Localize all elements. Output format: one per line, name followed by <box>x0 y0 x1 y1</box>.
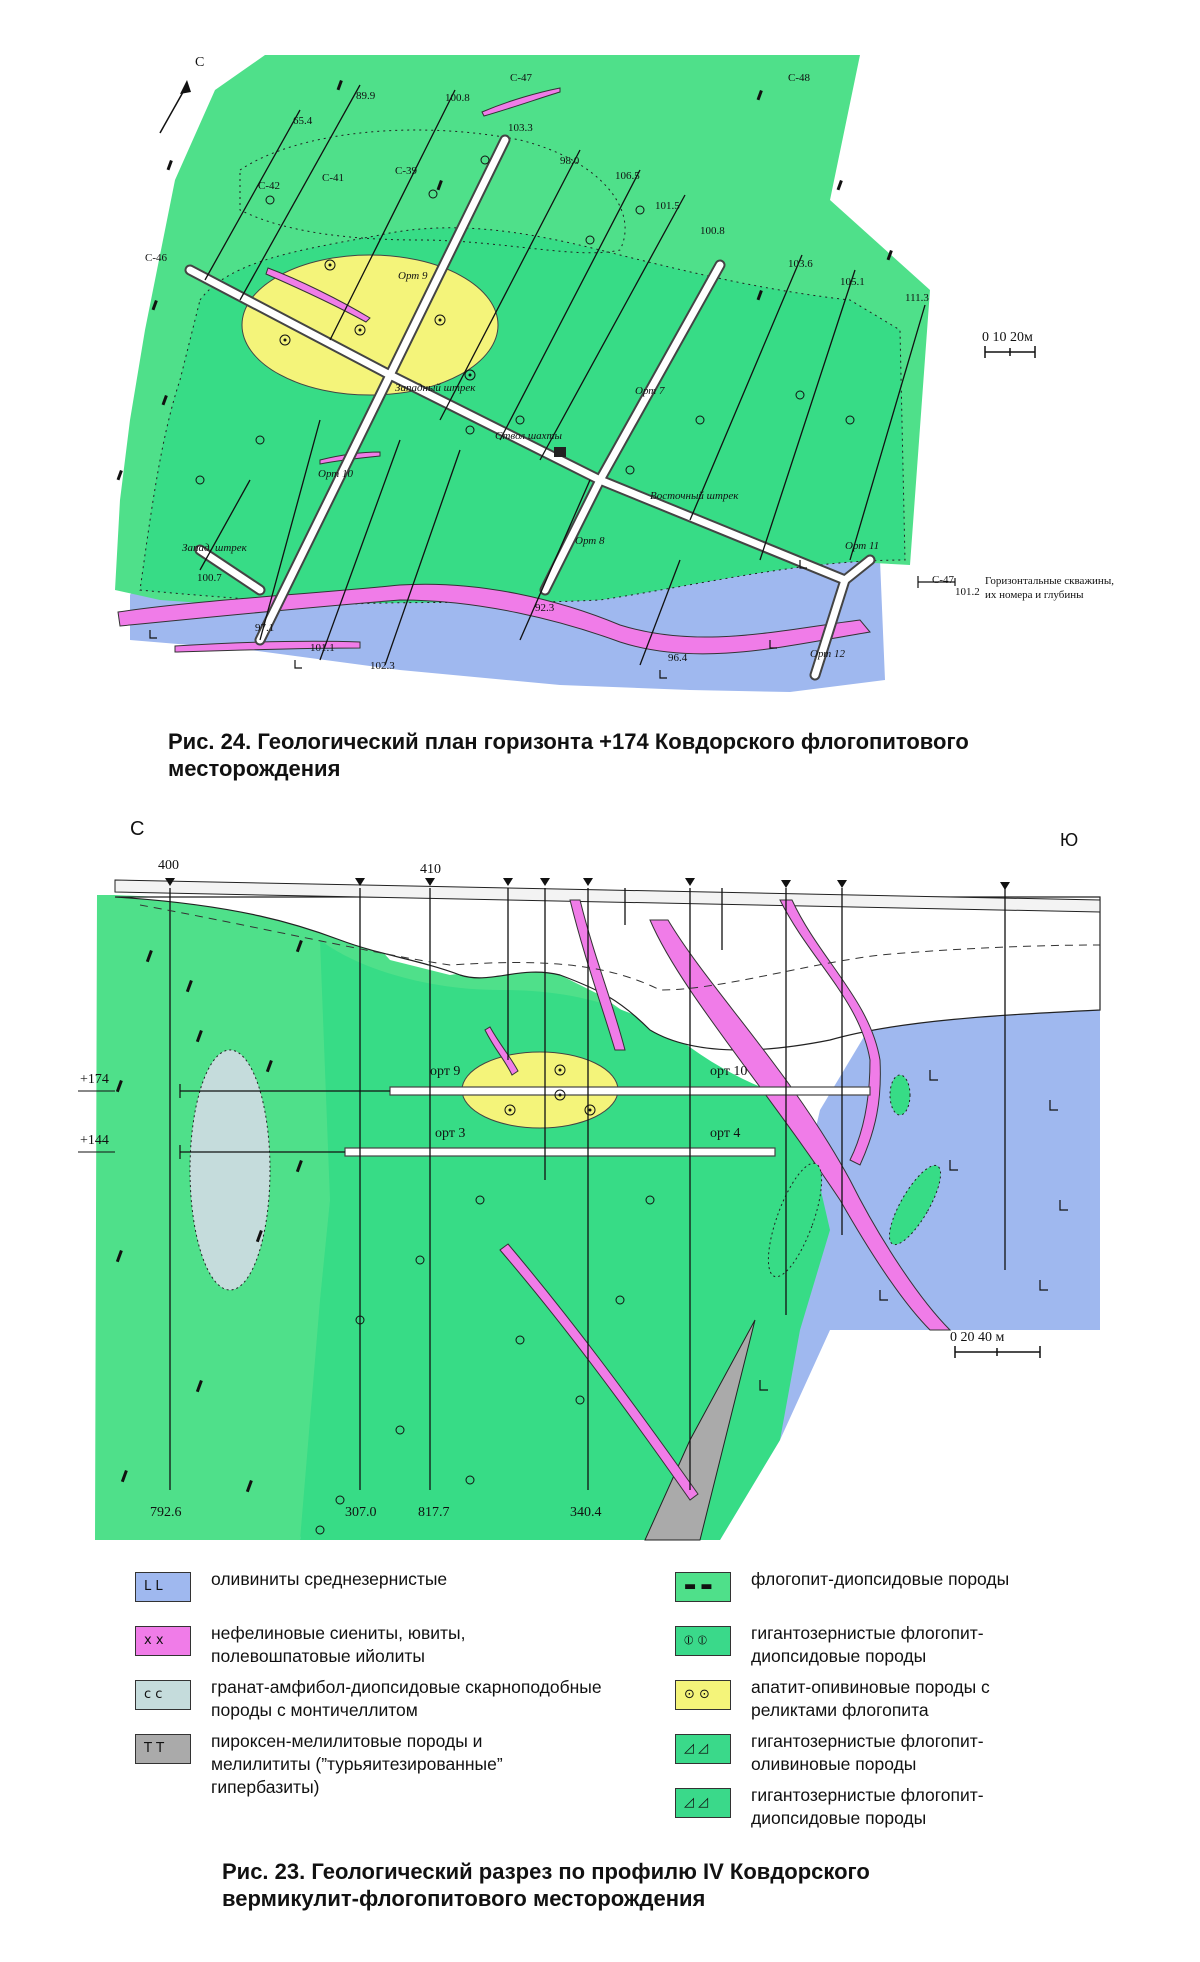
section-south-label: Ю <box>1060 830 1079 850</box>
wells-note-line2: их номера и глубины <box>985 589 1084 601</box>
well-label: С-47 <box>510 72 532 84</box>
legend-text: гигантозернистые флогопит-оливиновые породы <box>751 1731 984 1774</box>
legend-text: флогопит-диопсидовые породы <box>751 1569 1010 1589</box>
well-depth-label: 103.3 <box>508 122 533 134</box>
legend-symbol: ⊙ ⊙ <box>684 1687 710 1702</box>
section-olivine-lens-3 <box>890 1075 910 1115</box>
section-scale-bar <box>955 1346 1040 1358</box>
shaft-marker <box>554 447 566 457</box>
legend-text: гигантозернистые флогопит-диопсидовые породы <box>751 1623 984 1666</box>
drift-label: Западный штрек <box>395 382 476 394</box>
well-depth-label: 101.1 <box>310 642 335 654</box>
figure23-caption-line1: Рис. 23. Геологический разрез по профилю IV Ковдорского <box>222 1859 870 1884</box>
section-skarn-lens <box>190 1050 270 1290</box>
well-depth-label: 106.5 <box>615 170 640 182</box>
drift-label-ort9: орт 9 <box>430 1064 461 1079</box>
legend-symbol: T T <box>144 1741 165 1756</box>
north-arrow <box>160 80 191 133</box>
drift-label: Орт 11 <box>845 540 880 552</box>
drift-label: Запад. штрек <box>182 542 247 554</box>
well-depth-label: 100.8 <box>700 225 725 237</box>
wells-note-code: С-47 <box>932 574 954 586</box>
legend-swatch <box>675 1734 731 1764</box>
drift-label: Восточный штрек <box>650 490 739 502</box>
plan-map <box>115 55 930 692</box>
well-depth-label: 89.9 <box>356 90 376 102</box>
plan-scale-bar <box>985 346 1035 358</box>
legend-item <box>675 1784 1185 1844</box>
legend-symbol: ⦶ ⦶ <box>684 1633 708 1648</box>
figure24-caption-line2: месторождения <box>168 756 341 781</box>
section-scale-label: 0 20 40 м <box>950 1330 1005 1345</box>
legend-text: гранат-амфибол-диопсидовые скарноподобные породы с монтичеллитом <box>211 1677 602 1720</box>
legend-text: апатит-опивиновые породы с реликтами флогопита <box>751 1677 990 1720</box>
legend-item <box>135 1568 675 1628</box>
level-144-label: +144 <box>80 1133 109 1148</box>
legend-item <box>675 1730 1185 1790</box>
legend-swatch <box>135 1572 191 1602</box>
legend-text: нефелиновые сиениты, ювиты, полевошпатовые ийолиты <box>211 1623 466 1666</box>
well-depth-label: 100.8 <box>445 92 470 104</box>
drift-label-ort10: орт 10 <box>710 1064 748 1079</box>
well-depth-label: 98.0 <box>560 155 580 167</box>
well-depth-label: 65.4 <box>293 115 313 127</box>
legend-symbol: x x <box>144 1633 164 1648</box>
section-north-label: С <box>130 818 145 840</box>
wells-note-line1: Горизонтальные скважины, <box>985 575 1114 587</box>
legend-symbol: c c <box>144 1687 163 1702</box>
drift-label-ort3: орт 3 <box>435 1126 466 1141</box>
drift-label: Орт 12 <box>810 648 845 660</box>
well-depth-label: 92.3 <box>535 602 555 614</box>
well-label: С-42 <box>258 180 280 192</box>
drift-label-ort4: орт 4 <box>710 1126 741 1141</box>
figure23-caption-line2: вермикулит-флогопитового месторождения <box>222 1886 706 1911</box>
drift-label: Орт 10 <box>318 468 353 480</box>
well-depth-label: 102.3 <box>370 660 395 672</box>
well-depth-label: 103.6 <box>788 258 813 270</box>
bottom-depth-label: 340.4 <box>570 1505 602 1520</box>
drift-label: Орт 7 <box>635 385 665 397</box>
well-depth-label: 100.7 <box>197 572 222 584</box>
plan-scale-label: 0 10 20м <box>982 330 1033 345</box>
legend-text: пироксен-мелилитовые породы и мелилититы (”турьяитезированные” гипербазиты) <box>211 1731 503 1797</box>
drift-label: Орт 8 <box>575 535 605 547</box>
bottom-depth-label: 307.0 <box>345 1505 377 1520</box>
legend-item <box>675 1676 1185 1736</box>
drift-label: Орт 9 <box>398 270 428 282</box>
figure24-caption-line1: Рис. 24. Геологический план горизонта +174 Ковдорского флогопитового <box>168 729 969 754</box>
well-label: С-41 <box>322 172 344 184</box>
legend-symbol: L L <box>144 1579 163 1594</box>
legend-swatch <box>675 1680 731 1710</box>
profile-mark-400: 400 <box>158 858 179 873</box>
legend-symbol: ◿ ◿ <box>684 1741 709 1756</box>
well-label: С-48 <box>788 72 810 84</box>
section <box>78 878 1100 1540</box>
level-174-label: +174 <box>80 1072 109 1087</box>
legend-swatch <box>135 1734 191 1764</box>
well-label: С-46 <box>145 252 167 264</box>
bottom-depth-label: 817.7 <box>418 1505 450 1520</box>
plan-north-label: С <box>195 55 205 70</box>
well-depth-label: 97.1 <box>255 622 275 634</box>
well-label: С-39 <box>395 165 417 177</box>
legend-symbol: ▬ ▬ <box>684 1579 713 1594</box>
drift-label: Ствол шахты <box>495 430 562 442</box>
well-depth-label: 96.4 <box>668 652 688 664</box>
profile-mark-410: 410 <box>420 862 441 877</box>
legend-item <box>135 1622 675 1682</box>
well-depth-label: 111.3 <box>905 292 929 304</box>
bottom-depth-label: 792.6 <box>150 1505 182 1520</box>
legend-item <box>675 1622 1185 1682</box>
legend-item <box>135 1676 675 1736</box>
legend-swatch <box>675 1788 731 1818</box>
wells-note-depth: 101.2 <box>955 586 980 598</box>
legend-swatch <box>675 1626 731 1656</box>
legend-symbol: ◿ ◿ <box>684 1795 709 1810</box>
legend-text: гигантозернистые флогопит-диопсидовые породы <box>751 1785 984 1828</box>
legend-swatch <box>135 1680 191 1710</box>
legend-text: оливиниты среднезернистые <box>211 1569 448 1589</box>
well-depth-label: 105.1 <box>840 276 865 288</box>
legend-item <box>675 1568 1185 1628</box>
legend-swatch <box>135 1626 191 1656</box>
legend-item <box>135 1730 675 1810</box>
legend-swatch <box>675 1572 731 1602</box>
well-depth-label: 101.5 <box>655 200 680 212</box>
